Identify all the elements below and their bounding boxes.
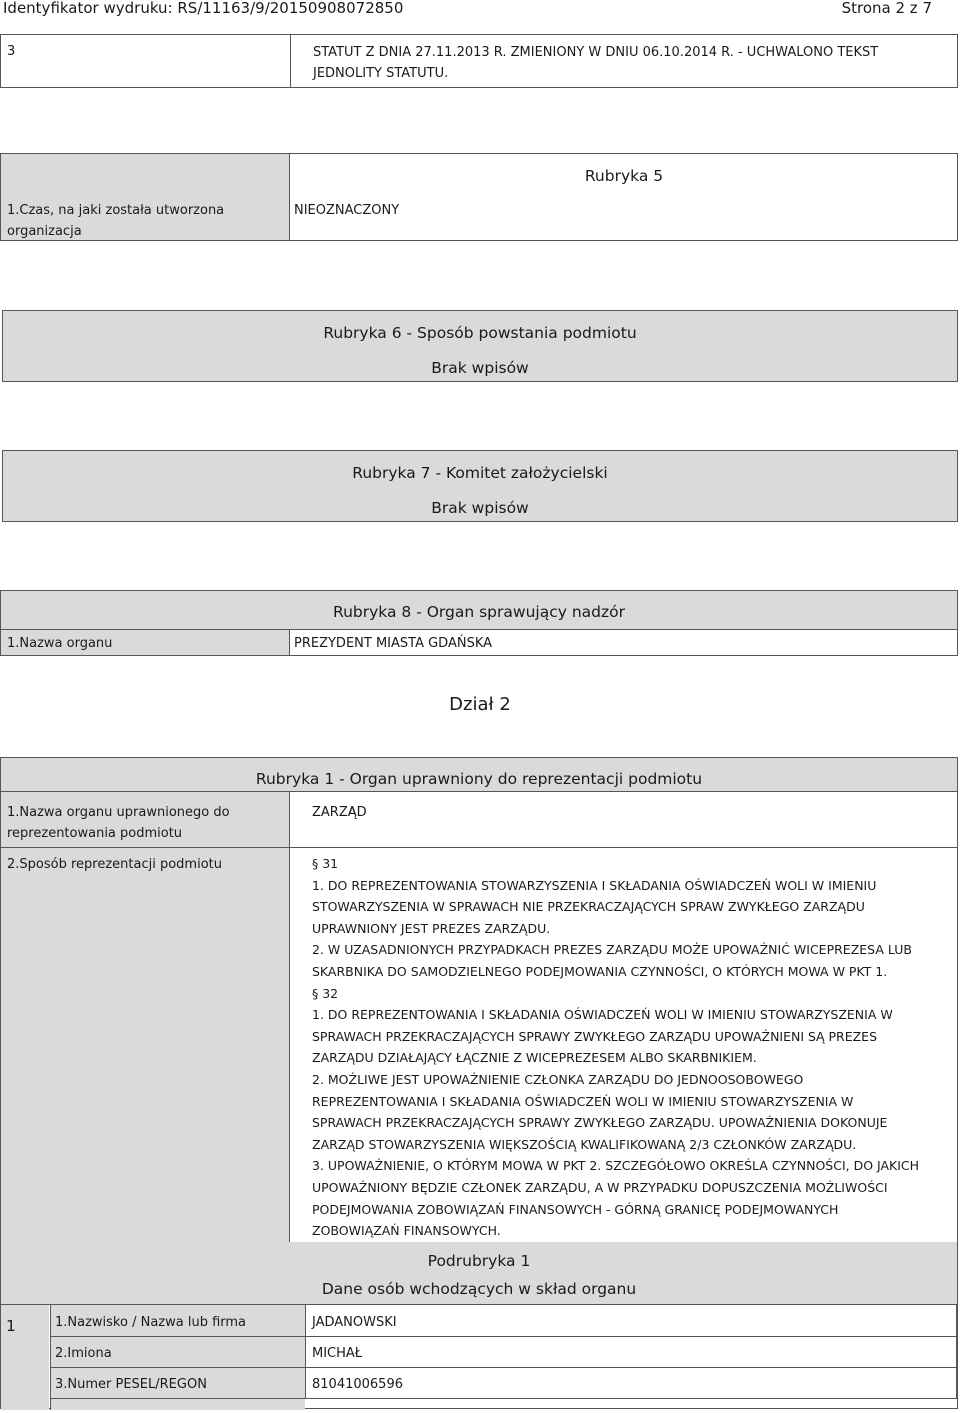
text-line: ZOBOWIĄZAŃ FINANSOWYCH. — [312, 1223, 501, 1239]
section-title: Dział 2 — [449, 694, 511, 715]
text-line: ZARZĄDU DZIAŁAJĄCY ŁĄCZNIE Z WICEPREZESEM ALBO SKARBNIKIEM. — [312, 1050, 757, 1066]
paragraph-32: § 32 — [312, 985, 339, 1001]
rubryka-5 — [0, 153, 958, 241]
text-line: REPREZENTOWANIA I SKŁADANIA OŚWIADCZEŃ WOLI W IMIENIU STOWARZYSZENIA W — [312, 1093, 854, 1109]
rubryka-7-title: Rubryka 7 - Komitet założycielski — [352, 464, 608, 482]
text-line: SPRAWACH PRZEKRACZAJĄCYCH SPRAWY ZWYKŁEGO ZARZĄDU. UPOWAŻNIENIA DOKONUJE — [312, 1115, 888, 1131]
representation-method-label: 2.Sposób reprezentacji podmiotu — [7, 857, 222, 872]
text-line: STOWARZYSZENIA W SPRAWACH NIE PRZEKRACZAJĄCYCH SPRAW ZWYKŁEGO ZARZĄDU — [312, 899, 865, 915]
podrubryka-header — [0, 1242, 958, 1304]
pesel-label: 3.Numer PESEL/REGON — [55, 1377, 207, 1392]
text-line: 2. W UZASADNIONYCH PRZYPADKACH PREZES ZARZĄDU MOŻE UPOWAŻNIĆ WICEPREZESA LUB — [312, 942, 912, 958]
text-line: PODEJMOWANIA ZOBOWIĄZAŃ FINANSOWYCH - GÓRNĄ GRANICĘ PODEJMOWANYCH — [312, 1201, 839, 1217]
person-index: 1 — [6, 1317, 16, 1335]
page-number: Strona 2 z 7 — [841, 0, 932, 17]
surname-label: 1.Nazwisko / Nazwa lub firma — [55, 1315, 247, 1330]
rubryka-8-label: 1.Nazwa organu — [7, 636, 113, 651]
pesel-value: 81041006596 — [312, 1377, 403, 1392]
paragraph-31: § 31 — [312, 856, 339, 871]
rubryka-1-title: Rubryka 1 - Organ uprawniony do reprezentacji podmiotu — [255, 770, 703, 788]
print-identifier: Identyfikator wydruku: RS/11163/9/20150908072850 — [3, 0, 404, 17]
statute-text: STATUT Z DNIA 27.11.2013 R. ZMIENIONY W DNIU 06.10.2014 R. - UCHWALONO TEKST JEDNOLITY STATUTU. — [313, 45, 879, 81]
first-names-value: MICHAŁ — [312, 1346, 363, 1361]
text-line: SPRAWACH PRZEKRACZAJĄCYCH SPRAWY ZWYKŁEGO ZARZĄDU UPOWAŻNIENI SĄ PREZES — [312, 1028, 878, 1044]
text-line: 2. MOŻLIWE JEST UPOWAŻNIENIE CZŁONKA ZARZĄDU DO JEDNOOSOBOWEGO — [312, 1071, 804, 1087]
rubryka-8 — [0, 590, 958, 656]
surname-value: JADANOWSKI — [312, 1315, 397, 1330]
rubryka-7-empty: Brak wpisów — [431, 499, 529, 517]
rubryka-8-value: PREZYDENT MIASTA GDAŃSKA — [294, 636, 493, 651]
statute-number: 3 — [7, 44, 16, 59]
text-line: ZARZĄD STOWARZYSZENIA WIĘKSZOŚCIĄ KWALIFIKOWANĄ 2/3 CZŁONKÓW ZARZĄDU. — [312, 1136, 857, 1152]
text-line: 1. DO REPREZENTOWANIA STOWARZYSZENIA I SKŁADANIA OŚWIADCZEŃ WOLI W IMIENIU — [312, 877, 877, 893]
organ-name-label: 1.Nazwa organu uprawnionego do reprezentowania podmiotu — [7, 805, 230, 841]
text-line: 3. UPOWAŻNIENIE, O KTÓRYM MOWA W PKT 2. SZCZEGÓŁOWO OKREŚLA CZYNNOŚCI, DO JAKICH — [312, 1158, 920, 1174]
text-line: UPRAWNIONY JEST PREZES ZARZĄDU. — [312, 920, 551, 936]
rubryka-5-title: Rubryka 5 — [584, 167, 664, 185]
rubryka-6 — [2, 310, 958, 382]
person-table — [1, 1304, 958, 1410]
rubryka-5-value: NIEOZNACZONY — [294, 203, 400, 218]
rubryka-6-title: Rubryka 6 - Sposób powstania podmiotu — [323, 324, 637, 342]
podrubryka-title: Podrubryka 1 — [427, 1252, 531, 1270]
text-line: 1. DO REPREZENTOWANIA I SKŁADANIA OŚWIADCZEŃ WOLI W IMIENIU STOWARZYSZENIA W — [312, 1007, 893, 1023]
rubryka-6-empty: Brak wpisów — [431, 359, 529, 377]
rubryka-7 — [2, 450, 958, 522]
first-names-label: 2.Imiona — [55, 1346, 112, 1361]
rubryka-8-title: Rubryka 8 - Organ sprawujący nadzór — [333, 603, 625, 621]
text-line: UPOWAŻNIONY BĘDZIE CZŁONEK ZARZĄDU, A W PRZYPADKU DOPUSZCZENIA MOŻLIWOŚCI — [312, 1179, 888, 1195]
statute-row — [0, 34, 958, 88]
text-line: SKARBNIKA DO SAMODZIELNEGO PODEJMOWANIA CZYNNOŚCI, O KTÓRYCH MOWA W PKT 1. — [312, 963, 888, 979]
podrubryka-subtitle: Dane osób wchodzących w skład organu — [321, 1280, 637, 1298]
representation-method-text — [312, 853, 952, 1242]
rubryka-5-label: 1.Czas, na jaki została utworzona organizacja — [7, 203, 225, 239]
organ-name-value: ZARZĄD — [312, 805, 367, 820]
